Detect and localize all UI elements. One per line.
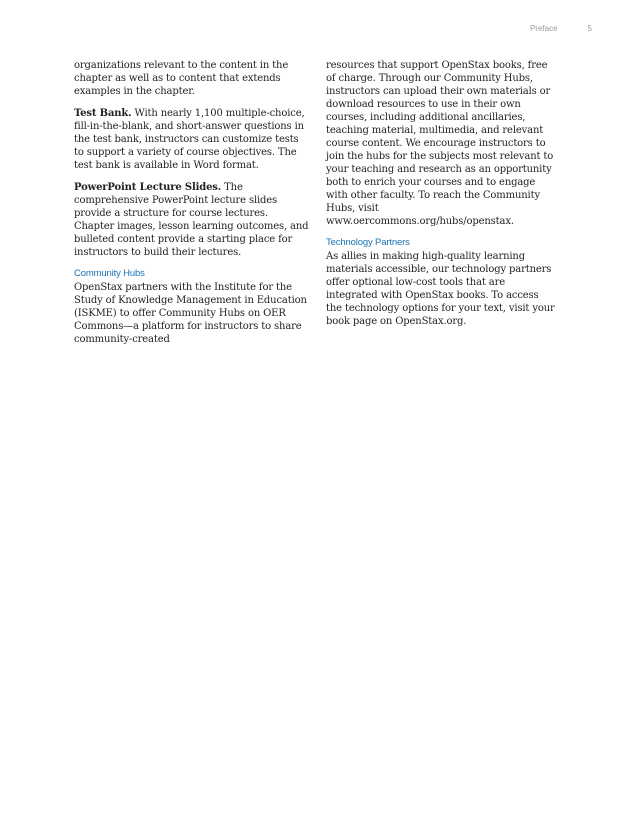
test-bank-paragraph <box>74 107 310 172</box>
powerpoint-body: The comprehensive PowerPoint lecture slides provide a structure for course lectures. Chapter images, lesson learning outcomes, and bulleted content provide a starting place for instructors to build their lectures. <box>74 182 309 258</box>
test-bank-title: Test Bank. <box>74 108 132 119</box>
powerpoint-paragraph <box>74 181 310 259</box>
powerpoint-title: PowerPoint Lecture Slides. <box>74 182 222 193</box>
test-bank-body: With nearly 1,100 multiple-choice, fill-in-the-blank, and short-answer questions in the test bank, instructors can customize tests to support a variety of course objectives. The test bank is available in Word format. <box>74 108 305 171</box>
technology-partners-paragraph: As allies in making high-quality learning materials accessible, our technology partners offer optional low-cost tools that are integrated with OpenStax books. To access the technology options for your text, visit your book page on OpenStax.org. <box>326 251 555 327</box>
right-column <box>326 59 556 337</box>
section-title: Preface <box>529 24 558 33</box>
technology-partners-heading: Technology Partners <box>326 237 410 248</box>
left-column <box>74 59 310 355</box>
running-header <box>530 24 592 33</box>
community-hubs-continuation: resources that support OpenStax books, free of charge. Through our Community Hubs, instructors can upload their own materials or download resources to use in their own courses, including additional ancillaries, teaching material, multimedia, and relevant course content. We encourage instructors to join the hubs for the subjects most relevant to your teaching and research as an opportunity both to enrich your courses and to engage with other faculty. To reach the Community Hubs, visit www.oercommons.org/hubs/openstax. <box>326 60 554 227</box>
community-hubs-heading: Community Hubs <box>74 268 145 279</box>
continuation-paragraph: organizations relevant to the content in the chapter as well as to content that extends examples in the chapter. <box>74 60 289 97</box>
community-hubs-paragraph: OpenStax partners with the Institute for the Study of Knowledge Management in Education (ISKME) to offer Community Hubs on OER Commons—a platform for instructors to share community-created <box>74 282 307 345</box>
page-number: 5 <box>587 24 592 33</box>
